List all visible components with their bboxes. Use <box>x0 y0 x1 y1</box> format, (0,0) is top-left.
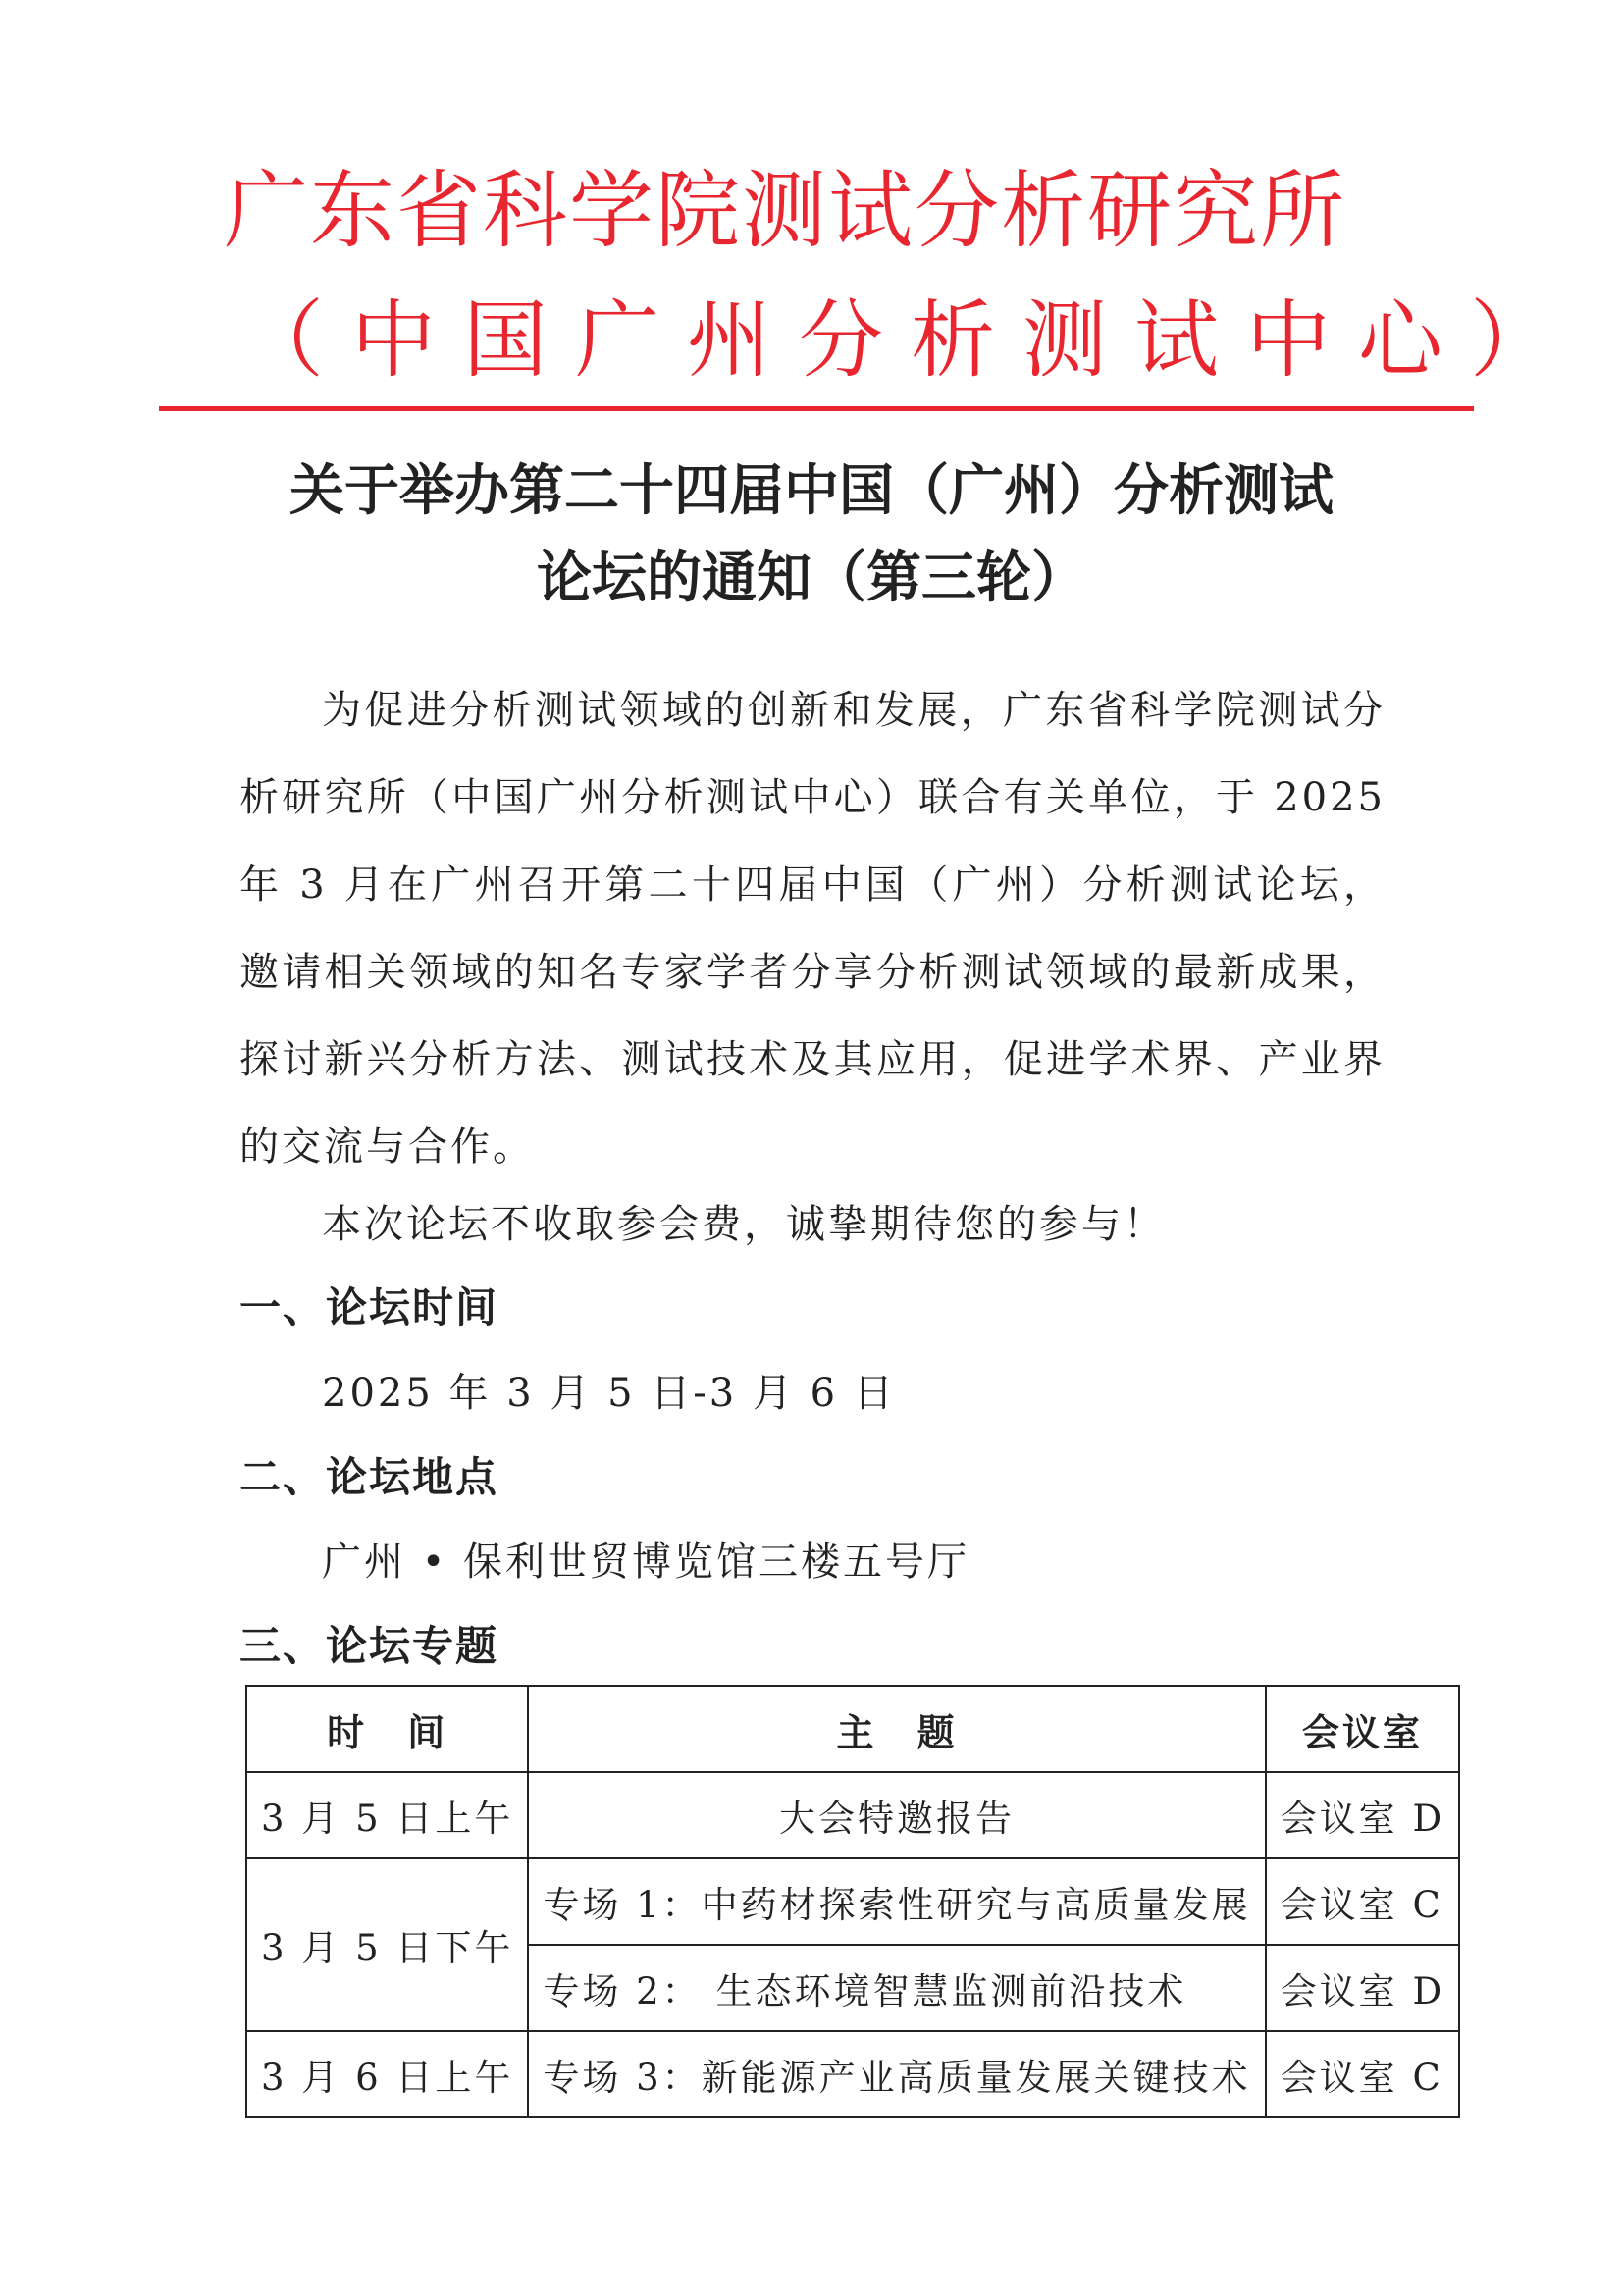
document-title-line-2: 论坛的通知（第三轮） <box>537 547 1086 610</box>
cell-time: 3 月 6 日上午 <box>246 2031 528 2117</box>
section-heading-topics: 三、论坛专题 <box>239 1622 499 1670</box>
org-name-line-1: 广东省科学院测试分析研究所 <box>224 162 1346 260</box>
intro-paragraph: 为促进分析测试领域的创新和发展，广东省科学院测试分析研究所（中国广州分析测试中心）联合有关单位，于 2025 年 3 月在广州召开第二十四届中国（广州）分析测试论坛，邀请相关领域的知名专家学者分享分析测试领域的最新成果，探讨新兴分析方法、测试技术及其应用，促进学术界、产业界的交流与合作。 <box>239 688 1386 1170</box>
cell-room: 会议室 D <box>1266 1945 1459 2031</box>
cell-topic: 专场 3：新能源产业高质量发展关键技术 <box>528 2031 1265 2117</box>
section-heading-time: 一、论坛时间 <box>239 1283 499 1331</box>
schedule-table <box>245 1685 1460 2118</box>
forum-dates: 2025 年 3 月 5 日-3 月 6 日 <box>322 1371 896 1416</box>
fee-notice-paragraph: 本次论坛不收取参会费，诚挚期待您的参与！ <box>322 1202 1166 1247</box>
header-topic: 主 题 <box>528 1686 1265 1772</box>
forum-venue: 广州 • 保利世贸博览馆三楼五号厅 <box>322 1539 970 1585</box>
cell-room: 会议室 C <box>1266 2031 1459 2117</box>
cell-room: 会议室 C <box>1266 1858 1459 1945</box>
cell-topic: 专场 1：中药材探索性研究与高质量发展 <box>528 1858 1265 1945</box>
org-name-line-2: （中国广州分析测试中心） <box>239 291 1582 390</box>
cell-time: 3 月 5 日上午 <box>246 1772 528 1858</box>
table-row <box>246 1858 1459 1945</box>
document-title-line-1: 关于举办第二十四届中国（广州）分析测试 <box>289 459 1334 523</box>
letterhead-divider <box>159 406 1474 411</box>
cell-room: 会议室 D <box>1266 1772 1459 1858</box>
table-header-row <box>246 1686 1459 1772</box>
cell-time: 3 月 5 日下午 <box>246 1858 528 2031</box>
section-heading-location: 二、论坛地点 <box>239 1453 499 1501</box>
header-time: 时 间 <box>246 1686 528 1772</box>
header-room: 会议室 <box>1266 1686 1459 1772</box>
table-row <box>246 1772 1459 1858</box>
table-row <box>246 2031 1459 2117</box>
cell-topic: 专场 2： 生态环境智慧监测前沿技术 <box>528 1945 1265 2031</box>
cell-topic: 大会特邀报告 <box>528 1772 1265 1858</box>
